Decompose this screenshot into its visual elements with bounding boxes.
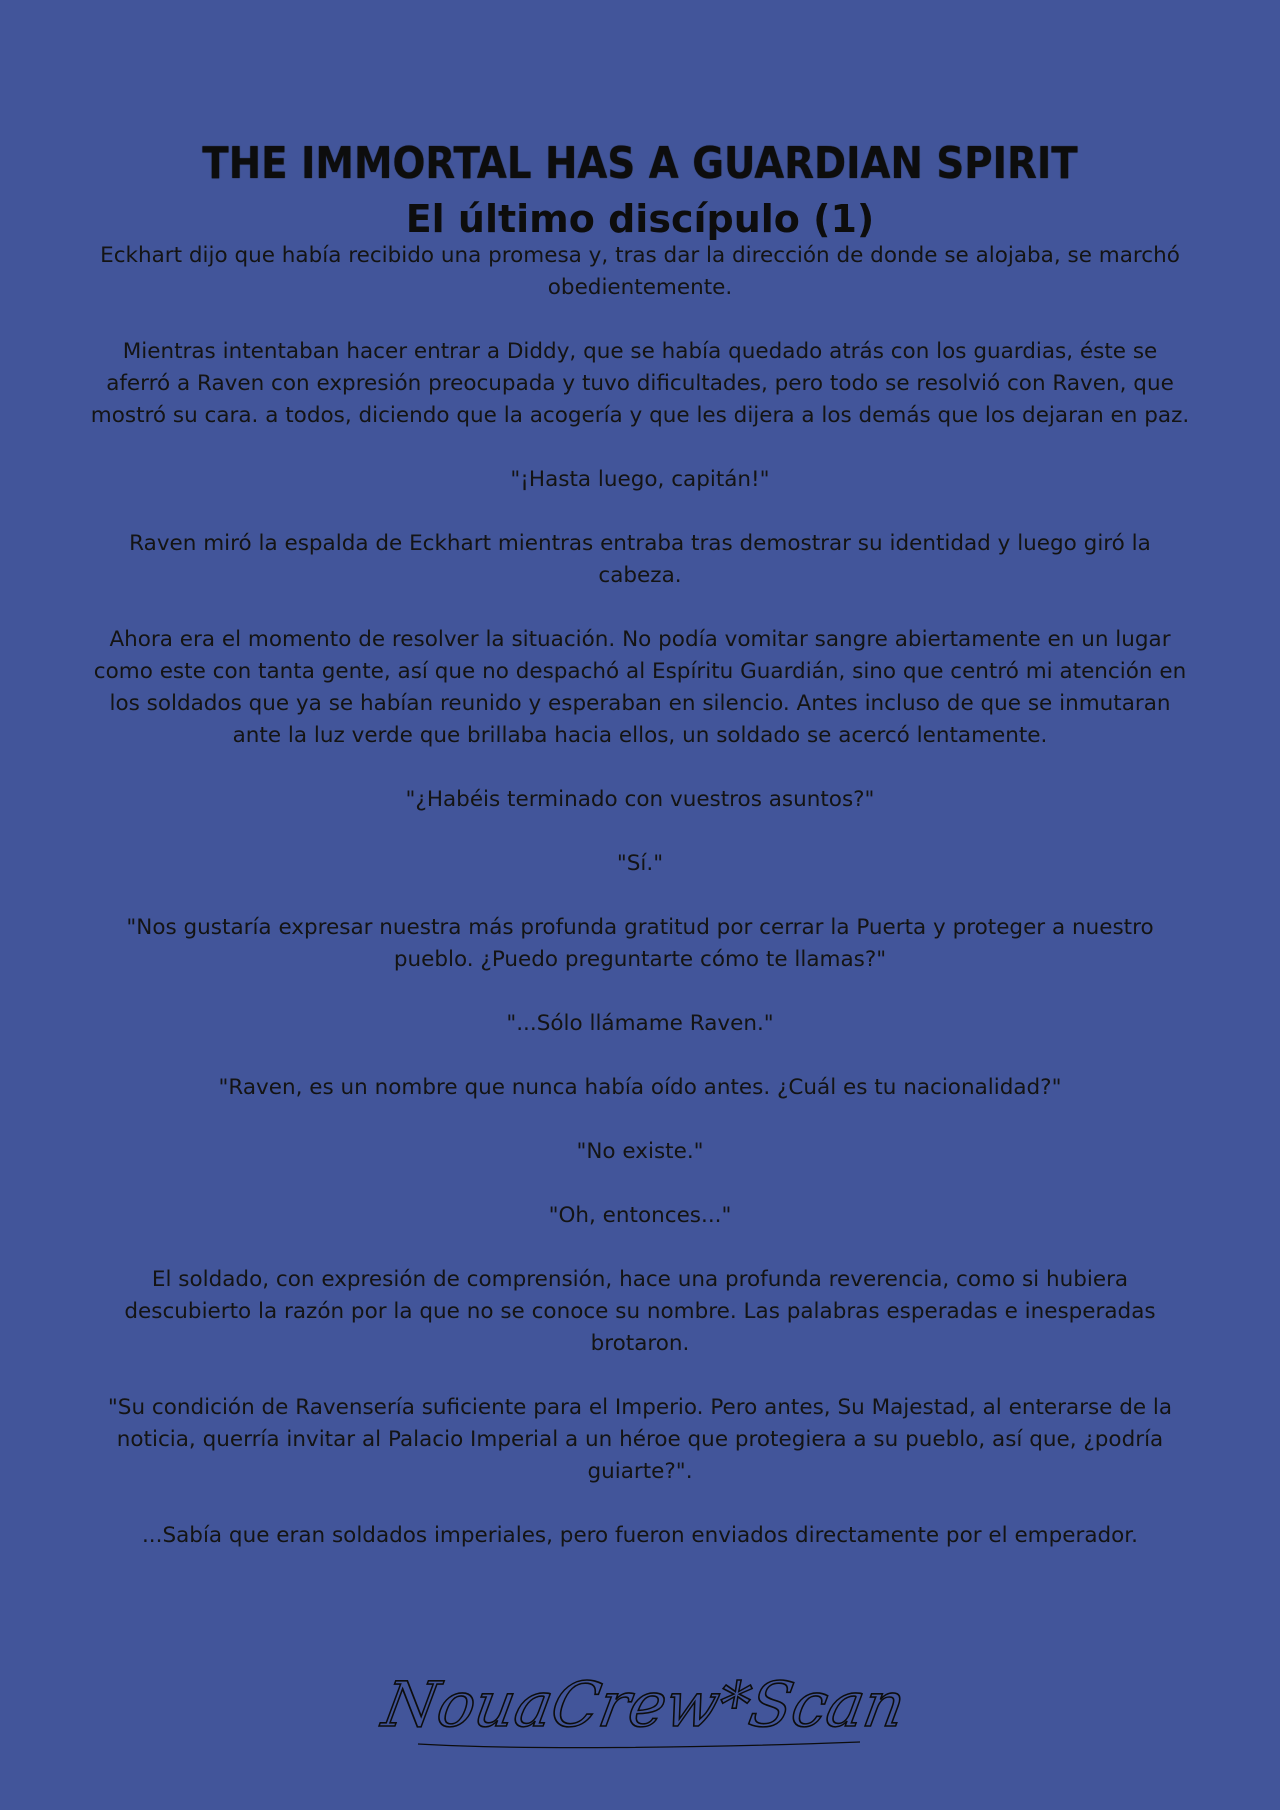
chapter-body [90, 240, 1190, 1584]
paragraph: El soldado, con expresión de comprensión, hace una profunda reverencia, como si hubiera descubierto la razón por la que no se conoce su nombre. Las palabras esperadas e inesperadas brotaron. [124, 1267, 1156, 1356]
paragraph: "¿Habéis terminado con vuestros asuntos?" [405, 787, 875, 812]
paragraph: Eckhart dijo que había recibido una promesa y, tras dar la dirección de donde se alojaba, se marchó obedientemente. [100, 243, 1180, 300]
paragraph: "...Sólo llámame Raven." [506, 1011, 774, 1036]
paragraph: "Nos gustaría expresar nuestra más profunda gratitud por cerrar la Puerta y proteger a nuestro pueblo. ¿Puedo preguntarte cómo te llamas?" [126, 915, 1154, 972]
chapter-title: El último discípulo (1) [405, 197, 875, 241]
paragraph: Ahora era el momento de resolver la situación. No podía vomitar sangre abiertamente en un lugar como este con tanta gente, así que no despachó al Espíritu Guardián, sino que centró mi atención en los soldados que ya se habían reunido y esperaban en silencio. Antes incluso de que se inmutaran ante la luz verde que brillaba hacia ellos, un soldado se acercó lentamente. [93, 627, 1187, 748]
paragraph: Raven miró la espalda de Eckhart mientras entraba tras demostrar su identidad y luego giró la cabeza. [129, 531, 1151, 588]
paragraph: "Su condición de Ravensería suficiente para el Imperio. Pero antes, Su Majestad, al enterarse de la noticia, querría invitar al Palacio Imperial a un héroe que protegiera a su pueblo, así que, ¿podría guiarte?". [107, 1395, 1173, 1484]
paragraph: "No existe." [576, 1139, 704, 1164]
signature-flourish [418, 1742, 860, 1748]
paragraph: "Raven, es un nombre que nunca había oído antes. ¿Cuál es tu nacionalidad?" [218, 1075, 1062, 1100]
series-title: THE IMMORTAL HAS A GUARDIAN SPIRIT [202, 138, 1078, 189]
signature-logo [0, 1660, 1280, 1760]
signature-text: NouaCrew*Scan [377, 1668, 911, 1741]
paragraph: "Oh, entonces..." [548, 1203, 732, 1228]
paragraph: Mientras intentaban hacer entrar a Diddy, que se había quedado atrás con los guardias, éste se aferró a Raven con expresión preocupada y tuvo dificultades, pero todo se resolvió con Raven, que mostró su cara. a todos, diciendo que la acogería y que les dijera a los demás que los dejaran en paz. [90, 339, 1190, 428]
scanlation-signature [0, 1660, 1280, 1760]
paragraph: ...Sabía que eran soldados imperiales, pero fueron enviados directamente por el emperador. [141, 1523, 1139, 1548]
paragraph: "¡Hasta luego, capitán!" [510, 467, 770, 492]
paragraph: "Sí." [616, 851, 664, 876]
